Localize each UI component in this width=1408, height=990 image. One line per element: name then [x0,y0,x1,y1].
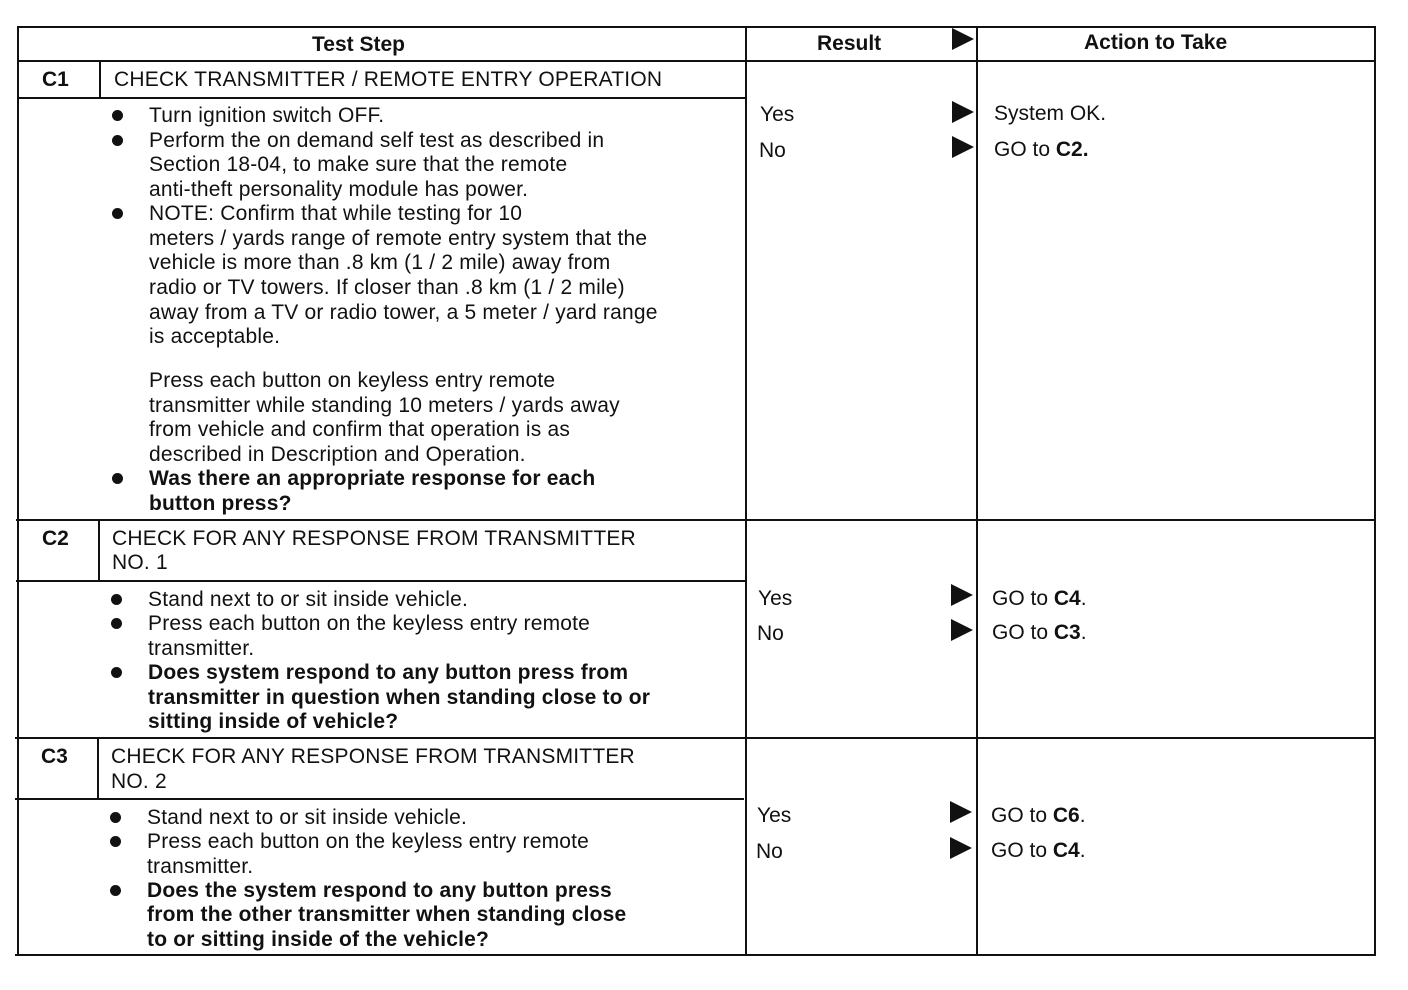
step-line: Press each button on keyless entry remote [149,369,556,392]
step-line: meters / yards range of remote entry system that the [149,227,648,250]
bullet-icon [111,667,122,678]
step-question: Does system respond to any button press from [148,661,629,684]
step-line: from vehicle and confirm that operation is as [149,418,571,441]
rule-c2-title [16,580,745,582]
step-question: to or sitting inside of the vehicle? [147,928,490,951]
step-question: Was there an appropriate response for each [149,467,596,490]
action-c3-no: GO to C4. [991,839,1086,862]
header-arrow-icon [952,28,974,50]
rule-result-left [745,26,747,956]
result-arrow-icon [951,619,973,641]
step-line: Perform the on demand self test as described in [149,129,605,152]
result-yes-c3: Yes [757,804,792,827]
step-line: is acceptable. [149,325,281,348]
step-title-c1: CHECK TRANSMITTER / REMOTE ENTRY OPERATION [114,68,663,91]
result-arrow-icon [950,801,972,823]
rule-right [1374,26,1376,956]
action-c3-yes: GO to C6. [991,804,1086,827]
step-line: radio or TV towers. If closer than .8 km (1 / 2 mile) [149,276,625,299]
bullet-icon [110,885,121,896]
header-test-step: Test Step [312,33,405,56]
bullet-icon [111,594,122,605]
step-line: transmitter. [147,855,254,878]
rule-code-c2 [98,519,100,582]
rule-c3-title [15,798,744,800]
bullet-icon [112,208,123,219]
result-no-c2: No [757,622,784,645]
bullet-icon [110,836,121,847]
step-title-c3: CHECK FOR ANY RESPONSE FROM TRANSMITTER [111,745,635,768]
rule-action-left [976,26,978,956]
step-line: transmitter. [148,637,255,660]
rule-top [17,26,1376,28]
action-step-ref: C4 [1052,839,1080,862]
action-step-ref: C6 [1052,804,1080,827]
action-step-ref: C2. [1055,138,1089,161]
step-line: Stand next to or sit inside vehicle. [148,588,469,611]
step-title-c3: NO. 2 [111,770,167,793]
step-code-c3: C3 [41,745,68,768]
rule-left [17,26,19,956]
step-title-c2: CHECK FOR ANY RESPONSE FROM TRANSMITTER [112,527,636,550]
step-question: from the other transmitter when standing close [147,903,627,926]
step-line: Press each button on the keyless entry remote [147,830,590,853]
step-code-c1: C1 [42,68,69,91]
bullet-icon [112,110,123,121]
step-line: described in Description and Operation. [149,443,526,466]
rule-code-c3 [97,737,99,800]
step-line: away from a TV or radio tower, a 5 meter / yard range [149,301,658,324]
action-c2-no: GO to C3. [992,621,1087,644]
action-step-ref: C4 [1053,587,1081,610]
bullet-icon [111,618,122,629]
step-line: Section 18-04, to make sure that the remote [149,153,568,176]
action-step-ref: C3 [1053,621,1081,644]
rule-bottom [15,954,1374,956]
result-arrow-icon [950,837,972,859]
action-c2-yes: GO to C4. [992,587,1087,610]
rule-c1-title [17,97,746,99]
step-line: transmitter while standing 10 meters / yards away [149,394,620,417]
header-action: Action to Take [1084,31,1228,54]
rule-c1-bottom [16,519,1376,521]
header-result: Result [817,32,882,55]
action-c1-yes: System OK. [994,102,1107,125]
bullet-icon [110,812,121,823]
step-question: sitting inside of vehicle? [148,710,399,733]
bullet-icon [112,473,123,484]
rule-header-bottom [17,60,1376,62]
step-title-c2: NO. 1 [112,551,168,574]
result-no-c1: No [759,139,786,162]
result-arrow-icon [952,101,974,123]
step-line: Stand next to or sit inside vehicle. [147,806,468,829]
action-c1-no: GO to C2. [994,138,1089,161]
step-line: Press each button on the keyless entry remote [148,612,591,635]
bullet-icon [112,135,123,146]
step-question: transmitter in question when standing close to or [148,686,651,709]
step-line: NOTE: Confirm that while testing for 10 [149,202,523,225]
step-line: anti-theft personality module has power. [149,178,529,201]
step-code-c2: C2 [42,527,69,550]
rule-code-c1 [99,60,101,99]
rule-c2-bottom [15,737,1375,739]
step-question: button press? [149,492,292,515]
result-arrow-icon [952,136,974,158]
step-question: Does the system respond to any button press [147,879,612,902]
result-arrow-icon [951,584,973,606]
result-no-c3: No [756,840,783,863]
result-yes-c1: Yes [760,103,795,126]
result-yes-c2: Yes [758,587,793,610]
step-line: vehicle is more than .8 km (1 / 2 mile) away from [149,251,611,274]
step-line: Turn ignition switch OFF. [149,104,385,127]
